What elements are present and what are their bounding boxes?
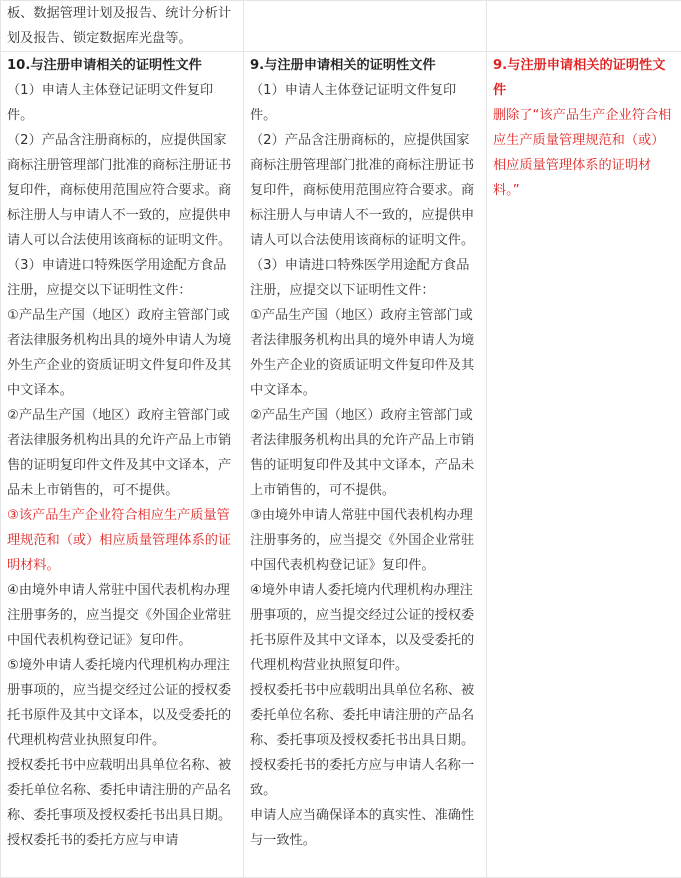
paragraph: 授权委托书的委托方应与申请人名称一致。 xyxy=(250,753,480,803)
paragraph: （2）产品含注册商标的，应提供国家商标注册管理部门批准的商标注册证书复印件，商标使用范围应符合要求。商标注册人与申请人不一致的，应提供申请人可以合法使用该商标的证明文件。 xyxy=(250,128,480,253)
paragraph: 申请人应当确保译本的真实性、准确性与一致性。 xyxy=(250,803,480,853)
old-version-cell xyxy=(244,52,487,878)
paragraph: ①产品生产国（地区）政府主管部门或者法律服务机构出具的境外申请人为境外生产企业的资质证明文件复印件及其中文译本。 xyxy=(7,303,237,403)
paragraph: （3）申请进口特殊医学用途配方食品注册，应提交以下证明性文件： xyxy=(7,253,237,303)
paragraph: （1）申请人主体登记证明文件复印件。 xyxy=(250,78,480,128)
paragraph: （2）产品含注册商标的，应提供国家商标注册管理部门批准的商标注册证书复印件，商标使用范围应符合要求。商标注册人与申请人不一致的，应提供申请人可以合法使用该商标的证明文件。 xyxy=(7,128,237,253)
highlighted-paragraph: ③该产品生产企业符合相应生产质量管理规范和（或）相应质量管理体系的证明材料。 xyxy=(7,503,237,578)
top-cell-col3 xyxy=(487,1,681,52)
paragraph: ⑤境外申请人委托境内代理机构办理注册事项的，应当提交经过公证的授权委托书原件及其中文译本，以及受委托的代理机构营业执照复印件。 xyxy=(7,653,237,753)
paragraph: 授权委托书中应载明出具单位名称、被委托单位名称、委托申请注册的产品名称、委托事项及授权委托书出具日期。 xyxy=(250,678,480,753)
old-version-paragraphs xyxy=(250,78,480,853)
paragraph: ②产品生产国（地区）政府主管部门或者法律服务机构出具的允许产品上市销售的证明复印件文件及其中文译本，产品未上市销售的，可不提供。 xyxy=(7,403,237,503)
change-note-paragraphs xyxy=(493,103,675,203)
new-version-cell xyxy=(1,52,244,878)
change-note-cell xyxy=(487,52,681,878)
paragraph: ①产品生产国（地区）政府主管部门或者法律服务机构出具的境外申请人为境外生产企业的资质证明文件复印件及其中文译本。 xyxy=(250,303,480,403)
new-version-paragraphs xyxy=(7,78,237,853)
highlighted-paragraph: 删除了“该产品生产企业符合相应生产质量管理规范和（或）相应质量管理体系的证明材料。” xyxy=(493,103,675,203)
new-version-heading: 10.与注册申请相关的证明性文件 xyxy=(7,53,237,78)
old-version-heading: 9.与注册申请相关的证明性文件 xyxy=(250,53,480,78)
top-cell-col2 xyxy=(244,1,487,52)
paragraph: ③由境外申请人常驻中国代表机构办理注册事务的，应当提交《外国企业常驻中国代表机构登记证》复印件。 xyxy=(250,503,480,578)
table-row xyxy=(1,52,681,878)
paragraph: （3）申请进口特殊医学用途配方食品注册，应提交以下证明性文件： xyxy=(250,253,480,303)
paragraph: 授权委托书中应载明出具单位名称、被委托单位名称、委托申请注册的产品名称、委托事项及授权委托书出具日期。授权委托书的委托方应与申请 xyxy=(7,753,237,853)
change-note-heading: 9.与注册申请相关的证明性文件 xyxy=(493,53,675,103)
table-row xyxy=(1,1,681,52)
paragraph: ④由境外申请人常驻中国代表机构办理注册事务的，应当提交《外国企业常驻中国代表机构登记证》复印件。 xyxy=(7,578,237,653)
paragraph: ④境外申请人委托境内代理机构办理注册事项的，应当提交经过公证的授权委托书原件及其中文译本，以及受委托的代理机构营业执照复印件。 xyxy=(250,578,480,678)
paragraph: 板、数据管理计划及报告、统计分析计划及报告、锁定数据库光盘等。 xyxy=(7,1,237,51)
top-cell-col1 xyxy=(1,1,244,52)
paragraph: （1）申请人主体登记证明文件复印件。 xyxy=(7,78,237,128)
paragraph: ②产品生产国（地区）政府主管部门或者法律服务机构出具的允许产品上市销售的证明复印件及其中文译本，产品未上市销售的，可不提供。 xyxy=(250,403,480,503)
